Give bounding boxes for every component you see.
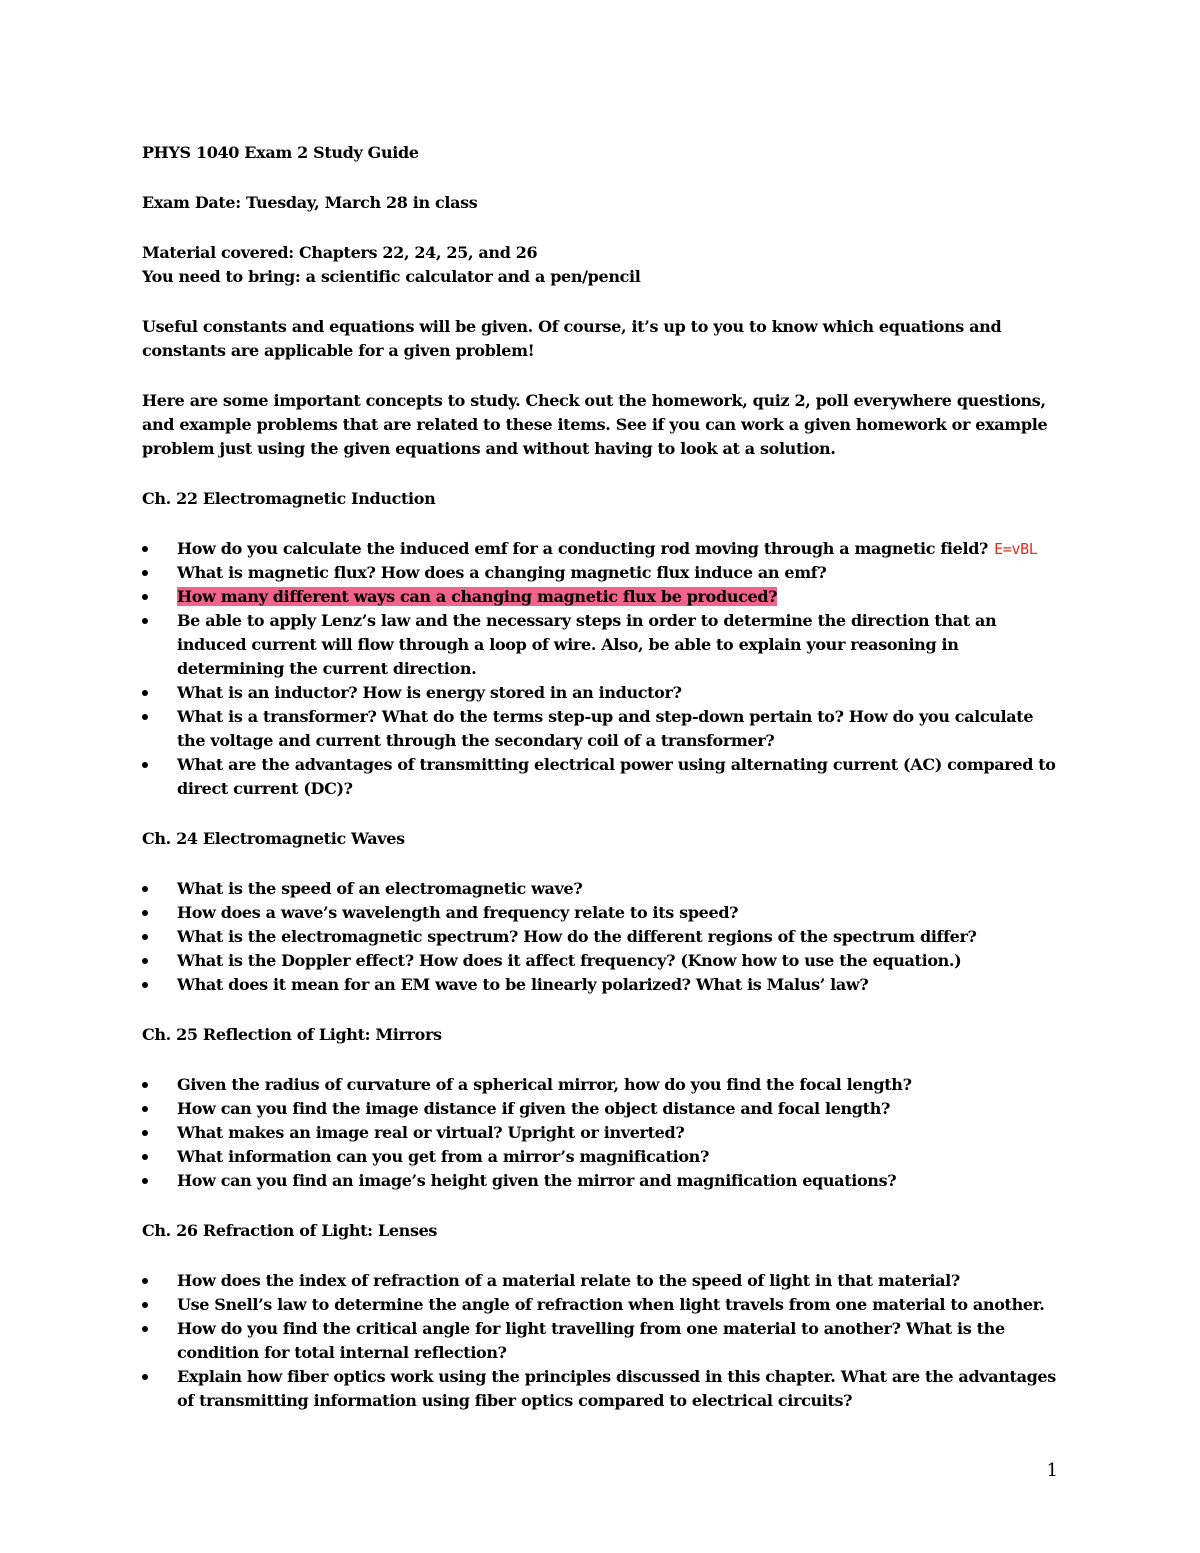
section-bullet-list bbox=[142, 537, 1062, 801]
section-heading: Ch. 22 Electromagnetic Induction bbox=[142, 489, 436, 508]
bullet-item bbox=[142, 681, 1062, 705]
bullet-item bbox=[142, 949, 1062, 973]
question-text: Given the radius of curvature of a spherical mirror, how do you find the focal length? bbox=[177, 1075, 912, 1094]
bullet-item bbox=[142, 753, 1062, 801]
bullet-item bbox=[142, 1073, 1062, 1097]
question-text: How does a wave’s wavelength and frequency relate to its speed? bbox=[177, 903, 739, 922]
exam-date: Exam Date: Tuesday, March 28 in class bbox=[142, 193, 478, 212]
question-text: What is an inductor? How is energy stored in an inductor? bbox=[177, 683, 682, 702]
bullet-item bbox=[142, 705, 1062, 753]
bullet-item bbox=[142, 1145, 1062, 1169]
bullet-item bbox=[142, 585, 1062, 609]
question-text: Explain how fiber optics work using the principles discussed in this chapter. What are the advantages of transmitting information using fiber optics compared to electrical circuits? bbox=[177, 1367, 1056, 1410]
document-title: PHYS 1040 Exam 2 Study Guide bbox=[142, 143, 419, 162]
question-text: What are the advantages of transmitting electrical power using alternating current (AC) compared to direct current (DC)? bbox=[177, 755, 1056, 798]
bullet-item bbox=[142, 1169, 1062, 1193]
section-heading: Ch. 24 Electromagnetic Waves bbox=[142, 829, 405, 848]
question-text: How can you find the image distance if given the object distance and focal length? bbox=[177, 1099, 890, 1118]
bullet-item bbox=[142, 561, 1062, 585]
question-text: What makes an image real or virtual? Upright or inverted? bbox=[177, 1123, 685, 1142]
bullet-item bbox=[142, 901, 1062, 925]
bullet-item bbox=[142, 877, 1062, 901]
question-text: What does it mean for an EM wave to be linearly polarized? What is Malus’ law? bbox=[177, 975, 869, 994]
study-intro: Here are some important concepts to study. Check out the homework, quiz 2, poll everywhere questions, and example problems that are related to these items. See if you can work a given homework or example problem just using the given equations and without having to look at a solution. bbox=[142, 391, 1048, 458]
study-sections bbox=[142, 487, 1062, 1413]
question-text: How does the index of refraction of a material relate to the speed of light in that material? bbox=[177, 1271, 960, 1290]
useful-constants-note: Useful constants and equations will be given. Of course, it’s up to you to know which equations and constants are applicable for a given problem! bbox=[142, 317, 1002, 360]
question-text: How do you calculate the induced emf for a conducting rod moving through a magnetic field? bbox=[177, 539, 989, 558]
document-body bbox=[142, 141, 1062, 1413]
section-bullet-list bbox=[142, 1269, 1062, 1413]
material-covered: Material covered: Chapters 22, 24, 25, and 26 bbox=[142, 243, 538, 262]
answer-annotation: E=vBL bbox=[994, 540, 1038, 558]
section-heading: Ch. 25 Reflection of Light: Mirrors bbox=[142, 1025, 442, 1044]
question-text: How can you find an image’s height given the mirror and magnification equations? bbox=[177, 1171, 897, 1190]
bullet-item bbox=[142, 973, 1062, 997]
question-text: What is the Doppler effect? How does it affect frequency? (Know how to use the equation.) bbox=[177, 951, 962, 970]
question-text: Be able to apply Lenz’s law and the necessary steps in order to determine the direction that an induced current will flow through a loop of wire. Also, be able to explain your reasoning in determining the current direction. bbox=[177, 611, 997, 678]
bullet-item bbox=[142, 609, 1062, 681]
question-text: What is the electromagnetic spectrum? How do the different regions of the spectrum differ? bbox=[177, 927, 977, 946]
question-text: What information can you get from a mirror’s magnification? bbox=[177, 1147, 709, 1166]
items-to-bring: You need to bring: a scientific calculator and a pen/pencil bbox=[142, 267, 641, 286]
bullet-item bbox=[142, 537, 1062, 561]
question-text: Use Snell’s law to determine the angle of refraction when light travels from one material to another. bbox=[177, 1295, 1045, 1314]
highlighted-question-text: How many different ways can a changing magnetic flux be produced? bbox=[177, 587, 778, 606]
section-bullet-list bbox=[142, 1073, 1062, 1193]
bullet-item bbox=[142, 1269, 1062, 1293]
question-text: What is magnetic flux? How does a changing magnetic flux induce an emf? bbox=[177, 563, 827, 582]
section-bullet-list bbox=[142, 877, 1062, 997]
section-heading: Ch. 26 Refraction of Light: Lenses bbox=[142, 1221, 438, 1240]
bullet-item bbox=[142, 1121, 1062, 1145]
bullet-item bbox=[142, 1365, 1062, 1413]
page-number: 1 bbox=[1046, 1460, 1058, 1481]
question-text: How do you find the critical angle for light travelling from one material to another? What is the condition for total internal reflection? bbox=[177, 1319, 1005, 1362]
question-text: What is a transformer? What do the terms step-up and step-down pertain to? How do you calculate the voltage and current through the secondary coil of a transformer? bbox=[177, 707, 1034, 750]
bullet-item bbox=[142, 1293, 1062, 1317]
bullet-item bbox=[142, 925, 1062, 949]
question-text: What is the speed of an electromagnetic wave? bbox=[177, 879, 583, 898]
bullet-item bbox=[142, 1097, 1062, 1121]
bullet-item bbox=[142, 1317, 1062, 1365]
